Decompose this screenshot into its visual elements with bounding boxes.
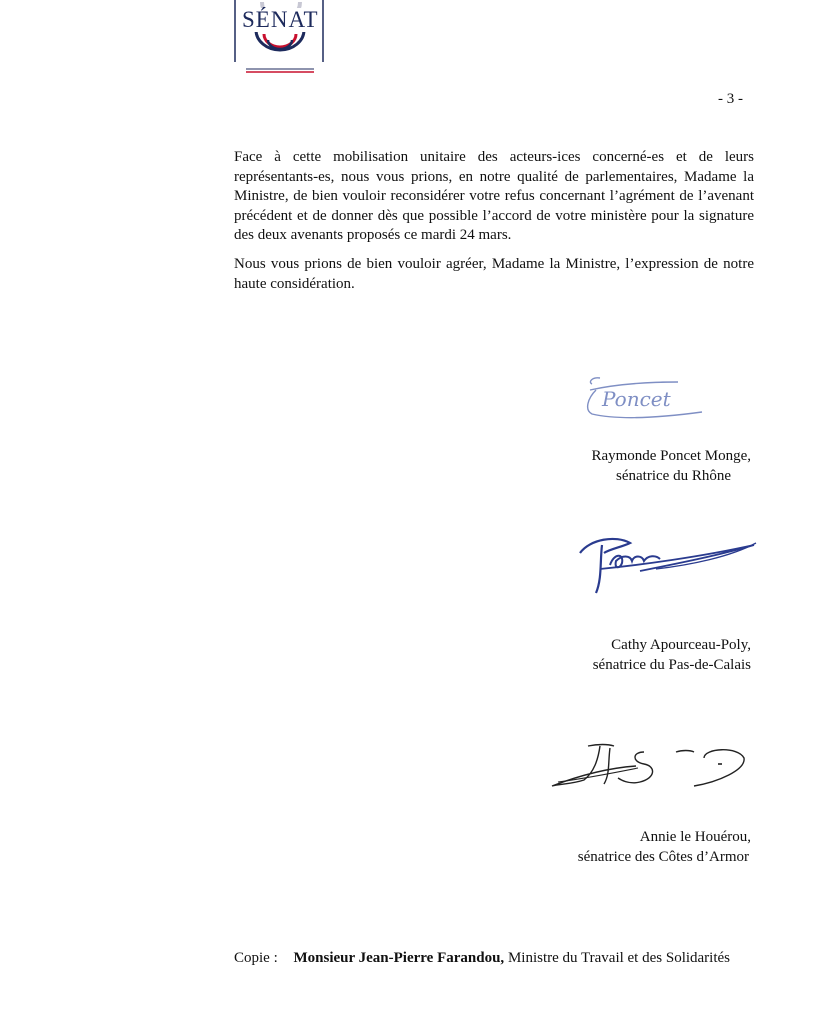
copy-line [234, 950, 730, 967]
signatory-role: sénatrice des Côtes d’Armor [577, 848, 749, 865]
signatory-name: Raymonde Poncet Monge, [591, 448, 751, 464]
signatory-name: Annie le Houérou, [639, 829, 751, 845]
signatory-poncet-monge [591, 447, 751, 486]
signatory-role: sénatrice du Pas-de-Calais [592, 656, 751, 673]
closing-paragraph: Nous vous prions de bien vouloir agréer, Madame la Ministre, l’expression de notre haute considération. [234, 256, 754, 292]
signature-le-houerou [548, 738, 753, 793]
signatory-le-houerou [578, 828, 751, 867]
signatory-apourceau-poly [593, 636, 751, 675]
copy-label: Copie : [234, 950, 278, 966]
page-number: - 3 - [718, 91, 743, 107]
body-paragraph: Face à cette mobilisation unitaire des acteurs-ices concerné-es et de leurs représentants-es, nous vous prions, en notre qualité de parlementaires, Madame la Ministre, de bien vouloir reconsidérer votre refus concernant l’agrément de l’avenant précédent et de donner dès que possible l’accord de votre ministère pour la signature des deux avenants proposés ce mardi 24 mars. [234, 149, 754, 243]
signature-poncet-text: Poncet [602, 387, 671, 411]
copy-recipient-title: Ministre du Travail et des Solidarités [507, 950, 731, 966]
signatory-role: sénatrice du Rhône [616, 467, 731, 484]
copy-recipient: Monsieur Jean-Pierre Farandou, [293, 950, 505, 966]
logo-text: SÉNAT [242, 7, 319, 32]
signature-poncet-monge [578, 368, 708, 426]
senat-logo [234, 0, 326, 74]
signatory-name: Cathy Apourceau-Poly, [611, 637, 751, 653]
signature-apourceau-poly [570, 525, 760, 600]
